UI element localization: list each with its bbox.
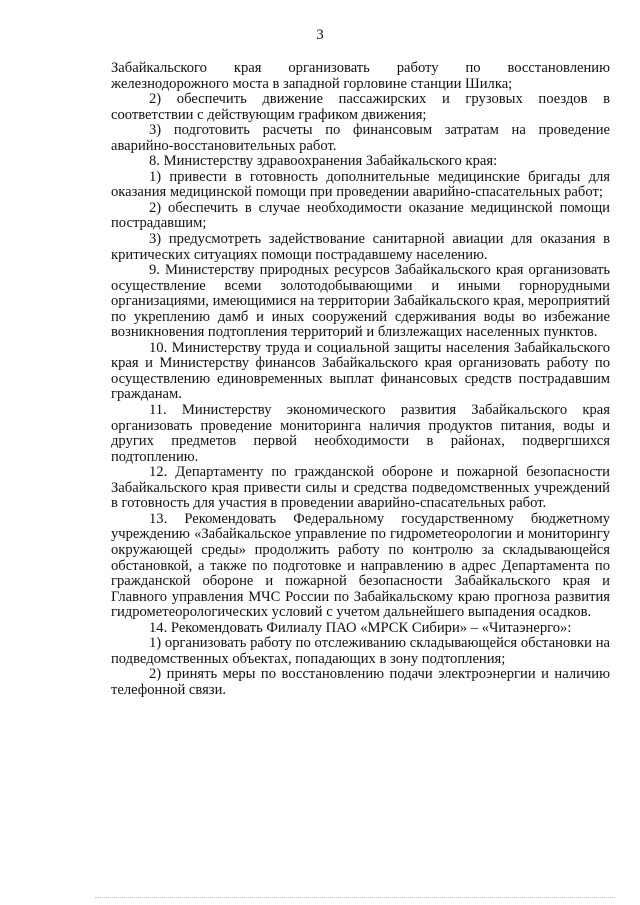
paragraph-item-10: 10. Министерству труда и социальной защиты населения Забайкальского края и Министерству финансов Забайкальского края организовать работу по осуществлению единовременных выплат финансовых средств пострадавшим гражданам. [111, 339, 610, 403]
paragraph-item-7-2: 2) обеспечить движение пассажирских и грузовых поездов в соответствии с действующим графиком движения; [111, 91, 610, 123]
document-body [111, 61, 610, 698]
paragraph-item-13: 13. Рекомендовать Федеральному государственному бюджетному учреждению «Забайкальское управление по гидрометеорологии и мониторингу окружающей среды» продолжить работу по контролю за складывающейся обстановкой, а также по подготовке и направлению в адрес Департамента по гражданской обороне и пожарной безопасности Забайкальского края и Главного управления МЧС России по Забайкальскому краю прогноза развития гидрометеорологических условий с учетом дальнейшего выпадения осадков. [111, 510, 610, 621]
paragraph-item-14-1: 1) организовать работу по отслеживанию складывающейся обстановки на подведомственных объектах, попадающих в зону подтопления; [111, 635, 610, 667]
paragraph-item-14: 14. Рекомендовать Филиалу ПАО «МРСК Сибири» – «Читаэнерго»: [149, 619, 572, 636]
paragraph-item-14-2: 2) принять меры по восстановлению подачи электроэнергии и наличию телефонной связи. [111, 666, 610, 698]
paragraph-item-7-continuation: Забайкальского края организовать работу по восстановлению железнодорожного моста в западной горловине станции Шилка; [111, 60, 610, 92]
page-number: 3 [316, 27, 324, 43]
paragraph-item-8-2: 2) обеспечить в случае необходимости оказание медицинской помощи пострадавшим; [111, 199, 610, 232]
paragraph-item-12: 12. Департаменту по гражданской обороне и пожарной безопасности Забайкальского края привести силы и средства подведомственных учреждений в готовность для участия в проведении аварийно-спасательных работ. [111, 464, 610, 512]
paragraph-item-11: 11. Министерству экономического развития Забайкальского края организовать проведение мониторинга наличия продуктов питания, воды и других предметов первой необходимости в районах, подвергшихся подтоплению. [111, 402, 610, 465]
paragraph-item-8: 8. Министерству здравоохранения Забайкальского края: [149, 153, 498, 170]
paragraph-item-8-1: 1) привести в готовность дополнительные медицинские бригады для оказания медицинской помощи при проведении аварийно-спасательных работ; [111, 168, 610, 201]
scan-footer-line [95, 897, 615, 900]
paragraph-item-7-3: 3) подготовить расчеты по финансовым затратам на проведение аварийно-восстановительных работ. [111, 122, 610, 154]
paragraph-item-8-3: 3) предусмотреть задействование санитарной авиации для оказания в критических ситуациях помощи пострадавшему населению. [111, 231, 610, 263]
paragraph-item-9: 9. Министерству природных ресурсов Забайкальского края организовать осуществление всеми золотодобывающими и иными горнорудными организациями, имеющимися на территории Забайкальского края, мероприятий по укреплению дамб и иных сооружений сдерживания воды во избежание возникновения подтопления территорий и близлежащих населенных пунктов. [111, 262, 610, 341]
